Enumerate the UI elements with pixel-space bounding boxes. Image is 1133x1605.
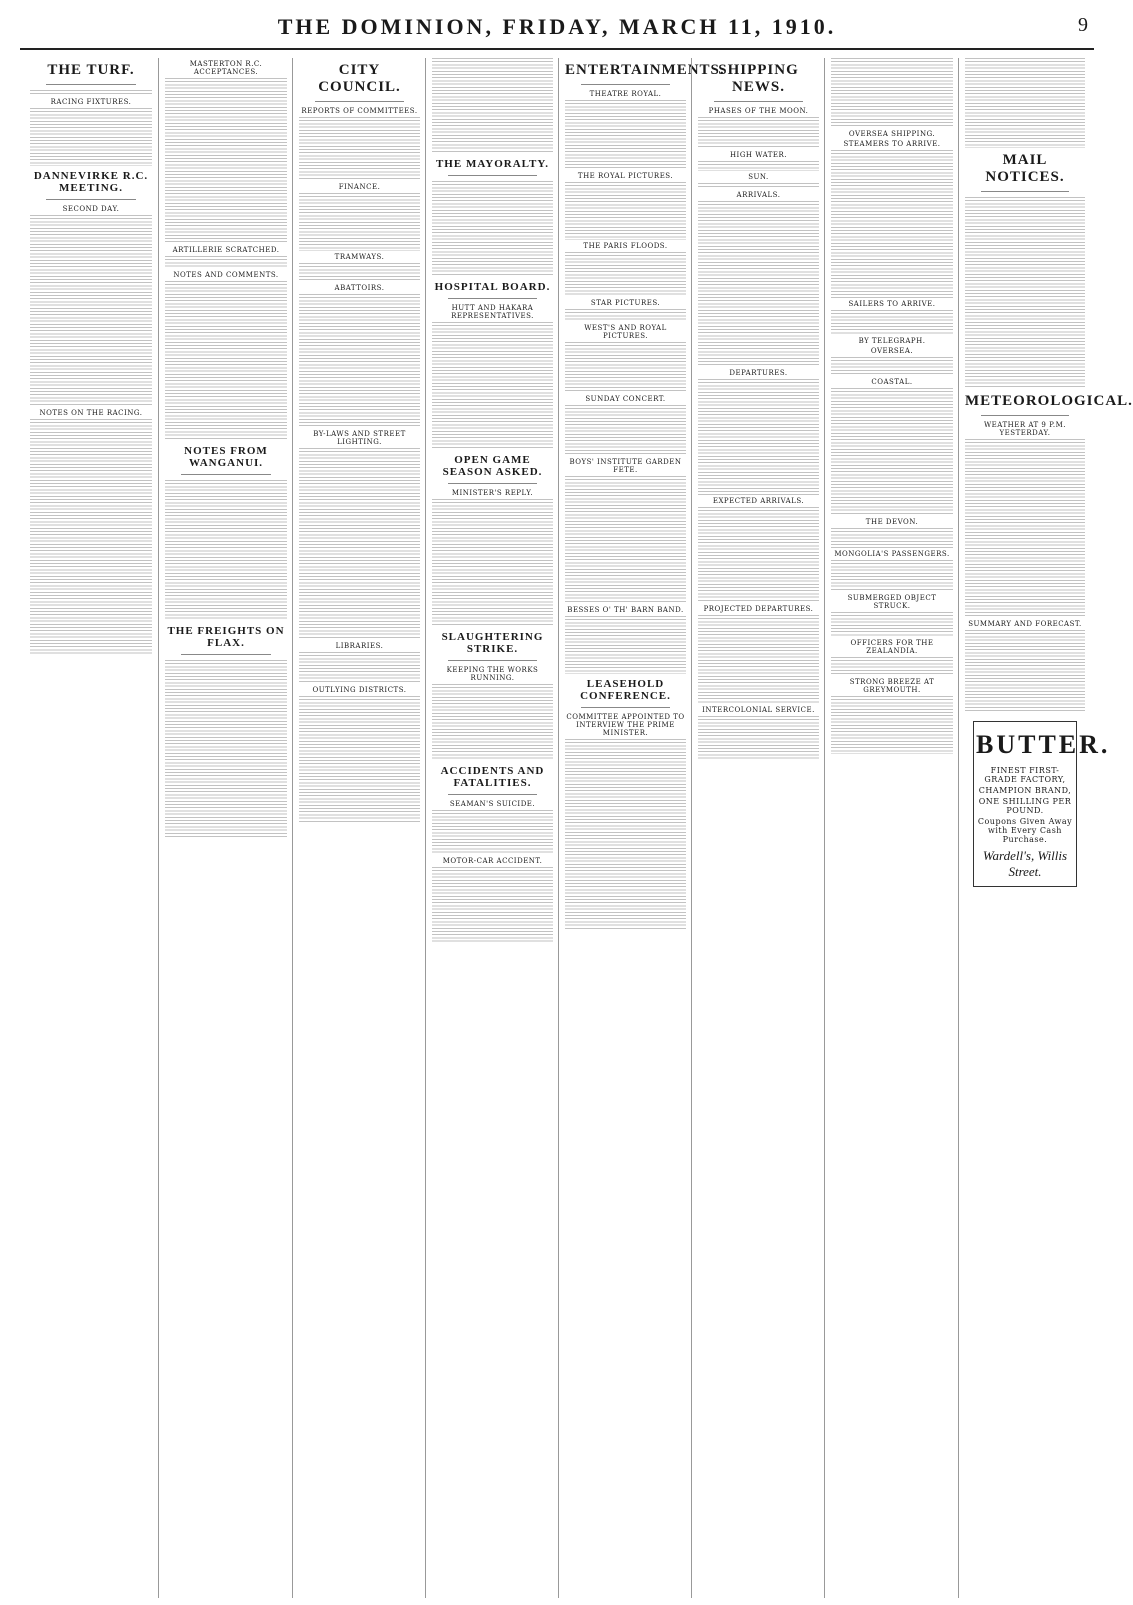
article-text-block [565, 309, 686, 322]
sub-heading: OVERSEA. [870, 347, 914, 356]
sub-heading: MOTOR-CAR ACCIDENT. [442, 856, 543, 865]
advert-line: CHAMPION BRAND, [978, 785, 1072, 795]
sub-heading: PHASES OF THE MOON. [708, 107, 809, 115]
column-8 [958, 58, 1133, 1598]
article-text-block [965, 58, 1085, 148]
heading-rule [448, 794, 537, 795]
sub-heading: ABATTOIRS. [334, 283, 385, 292]
column-3 [292, 58, 426, 1598]
sub-heading: LIBRARIES. [335, 642, 384, 651]
sub-heading: THE DEVON. [865, 518, 919, 527]
sub-heading: SECOND DAY. [62, 204, 120, 213]
article-text-block [432, 684, 553, 761]
article-text-block [30, 215, 152, 407]
sub-heading: OFFICERS FOR THE ZEALANDIA. [850, 639, 934, 656]
column-5 [558, 58, 725, 1598]
article-text-block [565, 252, 686, 297]
sub-heading: REPORTS OF COMMITTEES. [301, 107, 418, 115]
heading-rule [448, 660, 537, 661]
sub-heading: KEEPING THE WORKS RUNNING. [446, 666, 539, 682]
article-text-block [165, 660, 287, 839]
masthead-rule [20, 48, 1094, 50]
sub-heading: STEAMERS TO ARRIVE. [843, 140, 941, 149]
sub-heading: BY-LAWS AND STREET LIGHTING. [313, 430, 406, 447]
article-text-block [565, 405, 686, 456]
heading-rule [981, 191, 1069, 192]
sub-heading: COMMITTEE APPOINTED TO INTERVIEW THE PRIME MINISTER. [566, 712, 685, 737]
sub-heading: THE ROYAL PICTURES. [577, 172, 674, 181]
sub-heading: THEATRE ROYAL. [589, 90, 662, 98]
advert-line: ONE SHILLING PER POUND. [978, 796, 1072, 815]
article-text-block [165, 78, 287, 244]
section-heading: OPEN GAME SEASON ASKED. [442, 454, 543, 478]
sub-heading: HUTT AND HAKARA REPRESENTATIVES. [451, 304, 534, 320]
column-6 [691, 58, 825, 1598]
article-text-block [30, 108, 152, 166]
column-1 [24, 58, 158, 1598]
sub-heading: SUN. [748, 172, 769, 181]
article-text-block [965, 630, 1085, 713]
heading-rule [448, 175, 537, 176]
sub-heading: MINISTER'S REPLY. [451, 489, 534, 497]
article-text-block [432, 322, 553, 450]
sub-heading: WEST'S AND ROYAL PICTURES. [584, 323, 667, 340]
sub-heading: COASTAL. [871, 378, 913, 387]
sub-heading: EXPECTED ARRIVALS. [712, 496, 805, 505]
sub-heading: WEATHER AT 9 P.M. YESTERDAY. [983, 420, 1066, 437]
article-text-block [831, 528, 953, 547]
heading-rule [448, 483, 537, 484]
heading-rule [315, 101, 404, 102]
article-text-block [565, 342, 686, 393]
sub-heading: OUTLYING DISTRICTS. [312, 686, 407, 695]
advert-line: Coupons Given Away with Every Cash Purchase. [977, 816, 1073, 844]
article-text-block [165, 281, 287, 441]
sub-heading: MASTERTON R.C. ACCEPTANCES. [189, 60, 263, 76]
article-text-block [432, 499, 553, 627]
sub-heading: HIGH WATER. [729, 151, 788, 159]
section-heading: THE TURF. [47, 62, 135, 78]
sub-heading: INTERCOLONIAL SERVICE. [702, 706, 815, 715]
article-text-block [432, 867, 553, 944]
article-text-block [299, 696, 420, 824]
article-text-block [30, 90, 152, 96]
article-text-block [565, 100, 686, 170]
sub-heading: BESSES O' TH' BARN BAND. [567, 605, 684, 614]
newspaper-title: THE DOMINION, FRIDAY, MARCH 11, 1910. [277, 14, 837, 39]
article-text-block [299, 652, 420, 684]
sub-heading: FINANCE. [338, 183, 381, 191]
article-text-block [965, 197, 1085, 389]
sub-heading: PROJECTED DEPARTURES. [703, 604, 814, 613]
article-text-block [165, 480, 287, 621]
sub-heading: BOYS' INSTITUTE GARDEN FETE. [569, 457, 682, 474]
sub-heading: STRONG BREEZE AT GREYMOUTH. [849, 678, 935, 695]
section-heading: THE MAYORALTY. [435, 158, 550, 170]
heading-rule [448, 298, 537, 299]
sub-heading: SUBMERGED OBJECT STRUCK. [847, 593, 937, 610]
article-text-block [565, 739, 686, 931]
article-text-block [831, 560, 953, 592]
article-text-block [299, 294, 420, 428]
masthead [20, 8, 1094, 52]
sub-heading: OVERSEA SHIPPING. [848, 130, 936, 139]
advert-line: FINEST FIRST-GRADE FACTORY, [984, 765, 1066, 784]
section-heading: SHIPPING NEWS. [718, 62, 799, 95]
article-text-block [831, 58, 953, 128]
article-text-block [565, 476, 686, 604]
heading-rule [46, 84, 136, 85]
heading-rule [46, 199, 136, 200]
article-text-block [165, 256, 287, 269]
section-heading: LEASEHOLD CONFERENCE. [580, 677, 671, 702]
sub-heading: NOTES ON THE RACING. [39, 408, 143, 417]
advert-footer: Wardell's, Willis Street. [982, 847, 1068, 879]
sub-heading: SAILERS TO ARRIVE. [848, 299, 936, 308]
column-4 [425, 58, 559, 1598]
section-heading: ENTERTAINMENTS. [565, 62, 725, 78]
article-text-block [299, 193, 420, 251]
column-7 [824, 58, 959, 1598]
sub-heading: ARTILLERIE SCRATCHED. [172, 246, 280, 255]
article-text-block [698, 161, 819, 171]
sub-heading: ARRIVALS. [736, 190, 781, 199]
article-text-block [432, 58, 553, 154]
sub-heading: DEPARTURES. [729, 369, 788, 378]
heading-rule [181, 654, 271, 655]
advert-title: BUTTER. [976, 729, 1111, 759]
section-heading: NOTES FROM WANGANUI. [184, 445, 268, 470]
article-text-block [565, 616, 686, 674]
article-text-block [299, 448, 420, 640]
article-text-block [698, 117, 819, 149]
sub-heading: BY TELEGRAPH. [858, 337, 926, 346]
article-text-block [831, 612, 953, 638]
article-text-block [30, 419, 152, 656]
butter-advertisement [973, 721, 1111, 887]
article-text-block [565, 182, 686, 240]
sub-heading: THE PARIS FLOODS. [583, 241, 668, 250]
article-text-block [831, 357, 953, 376]
article-text-block [432, 810, 553, 855]
page-number: 9 [1078, 14, 1088, 36]
heading-rule [581, 84, 670, 85]
article-text-block [831, 388, 953, 516]
article-text-block [698, 379, 819, 494]
sub-heading: SUNDAY CONCERT. [585, 394, 666, 403]
section-heading: THE FREIGHTS ON FLAX. [167, 624, 285, 649]
sub-heading: NOTES AND COMMENTS. [173, 271, 279, 280]
sub-heading: MONGOLIA'S PASSENGERS. [834, 549, 950, 558]
article-text-block [698, 201, 819, 367]
section-heading: ACCIDENTS AND FATALITIES. [440, 764, 545, 789]
article-text-block [698, 183, 819, 189]
heading-rule [981, 415, 1069, 416]
article-text-block [831, 696, 953, 754]
section-heading: DANNEVIRKE R.C. MEETING. [33, 169, 149, 194]
article-text-block [831, 657, 953, 676]
article-text-block [432, 181, 553, 277]
article-text-block [698, 716, 819, 761]
sub-heading: STAR PICTURES. [590, 298, 661, 307]
section-heading: METEOROLOGICAL. [965, 392, 1133, 409]
section-heading: MAIL NOTICES. [985, 151, 1065, 185]
sub-heading: SEAMAN'S SUICIDE. [449, 799, 536, 808]
article-text-block [299, 263, 420, 282]
article-text-block [965, 439, 1085, 618]
article-text-block [299, 117, 420, 181]
section-heading: CITY COUNCIL. [318, 62, 401, 95]
section-heading: HOSPITAL BOARD. [434, 281, 551, 293]
heading-rule [714, 101, 803, 102]
heading-rule [581, 707, 670, 708]
section-heading: SLAUGHTERING STRIKE. [441, 631, 544, 655]
sub-heading: TRAMWAYS. [334, 252, 385, 261]
sub-heading: RACING FIXTURES. [50, 98, 132, 107]
newspaper-columns [24, 58, 1133, 1598]
article-text-block [831, 150, 953, 297]
article-text-block [698, 507, 819, 603]
article-text-block [698, 615, 819, 705]
column-2 [158, 58, 293, 1598]
heading-rule [181, 474, 271, 475]
sub-heading: SUMMARY AND FORECAST. [968, 619, 1082, 628]
article-text-block [831, 310, 953, 336]
